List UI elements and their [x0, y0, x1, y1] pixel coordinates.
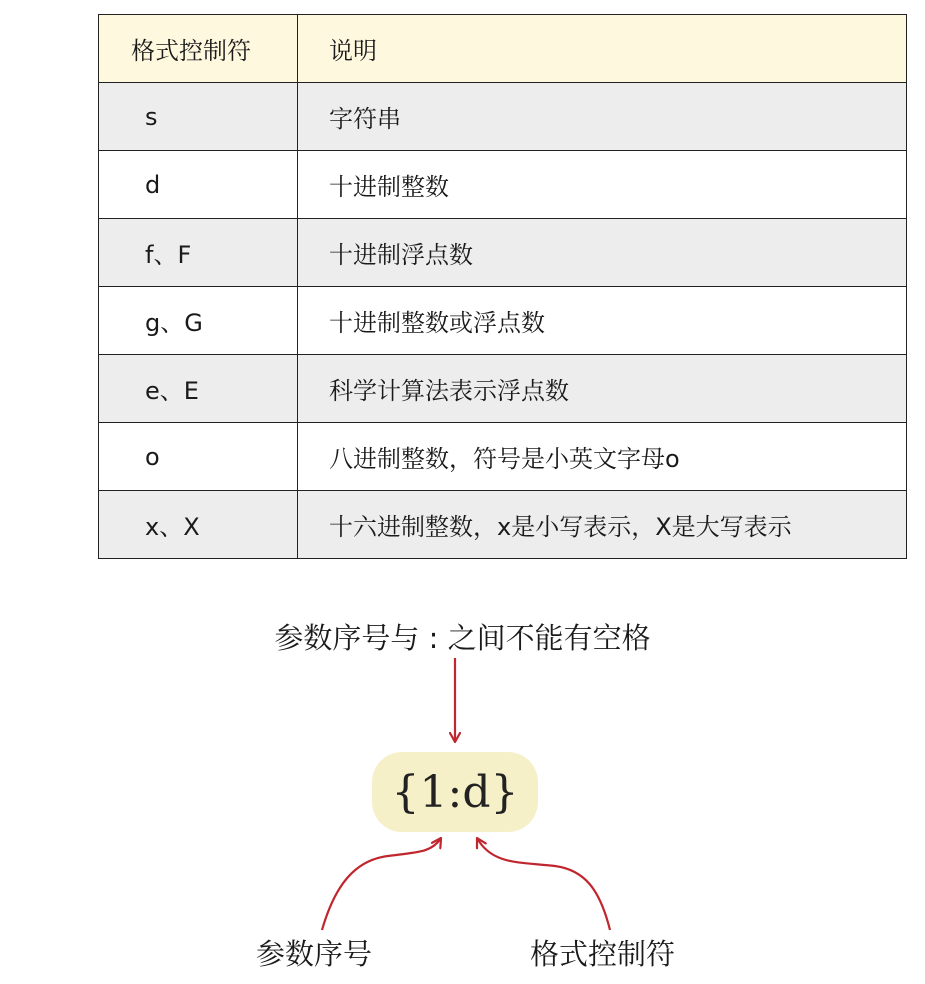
header-format-spec: 格式控制符 — [99, 15, 298, 83]
right-arrow — [477, 838, 610, 930]
desc-cell: 科学计算法表示浮点数 — [298, 355, 907, 423]
spec-cell: o — [99, 423, 298, 491]
desc-cell: 十进制整数或浮点数 — [298, 287, 907, 355]
spec-cell: d — [99, 151, 298, 219]
spec-cell: e、E — [99, 355, 298, 423]
format-example: {1:d} — [372, 752, 538, 832]
header-description: 说明 — [298, 15, 907, 83]
spec-cell: x、X — [99, 491, 298, 559]
desc-cell: 字符串 — [298, 83, 907, 151]
desc-cell: 十进制整数 — [298, 151, 907, 219]
arg-index-label: 参数序号 — [256, 937, 373, 971]
left-arrow — [322, 838, 441, 930]
desc-cell: 十进制浮点数 — [298, 219, 907, 287]
spec-cell: g、G — [99, 287, 298, 355]
spec-cell: s — [99, 83, 298, 151]
format-spec-label: 格式控制符 — [530, 937, 676, 971]
no-space-note: 参数序号与 : 之间不能有空格 — [274, 621, 651, 655]
desc-cell: 十六进制整数，x是小写表示，X是大写表示 — [298, 491, 907, 559]
spec-cell: f、F — [99, 219, 298, 287]
desc-cell: 八进制整数，符号是小英文字母o — [298, 423, 907, 491]
